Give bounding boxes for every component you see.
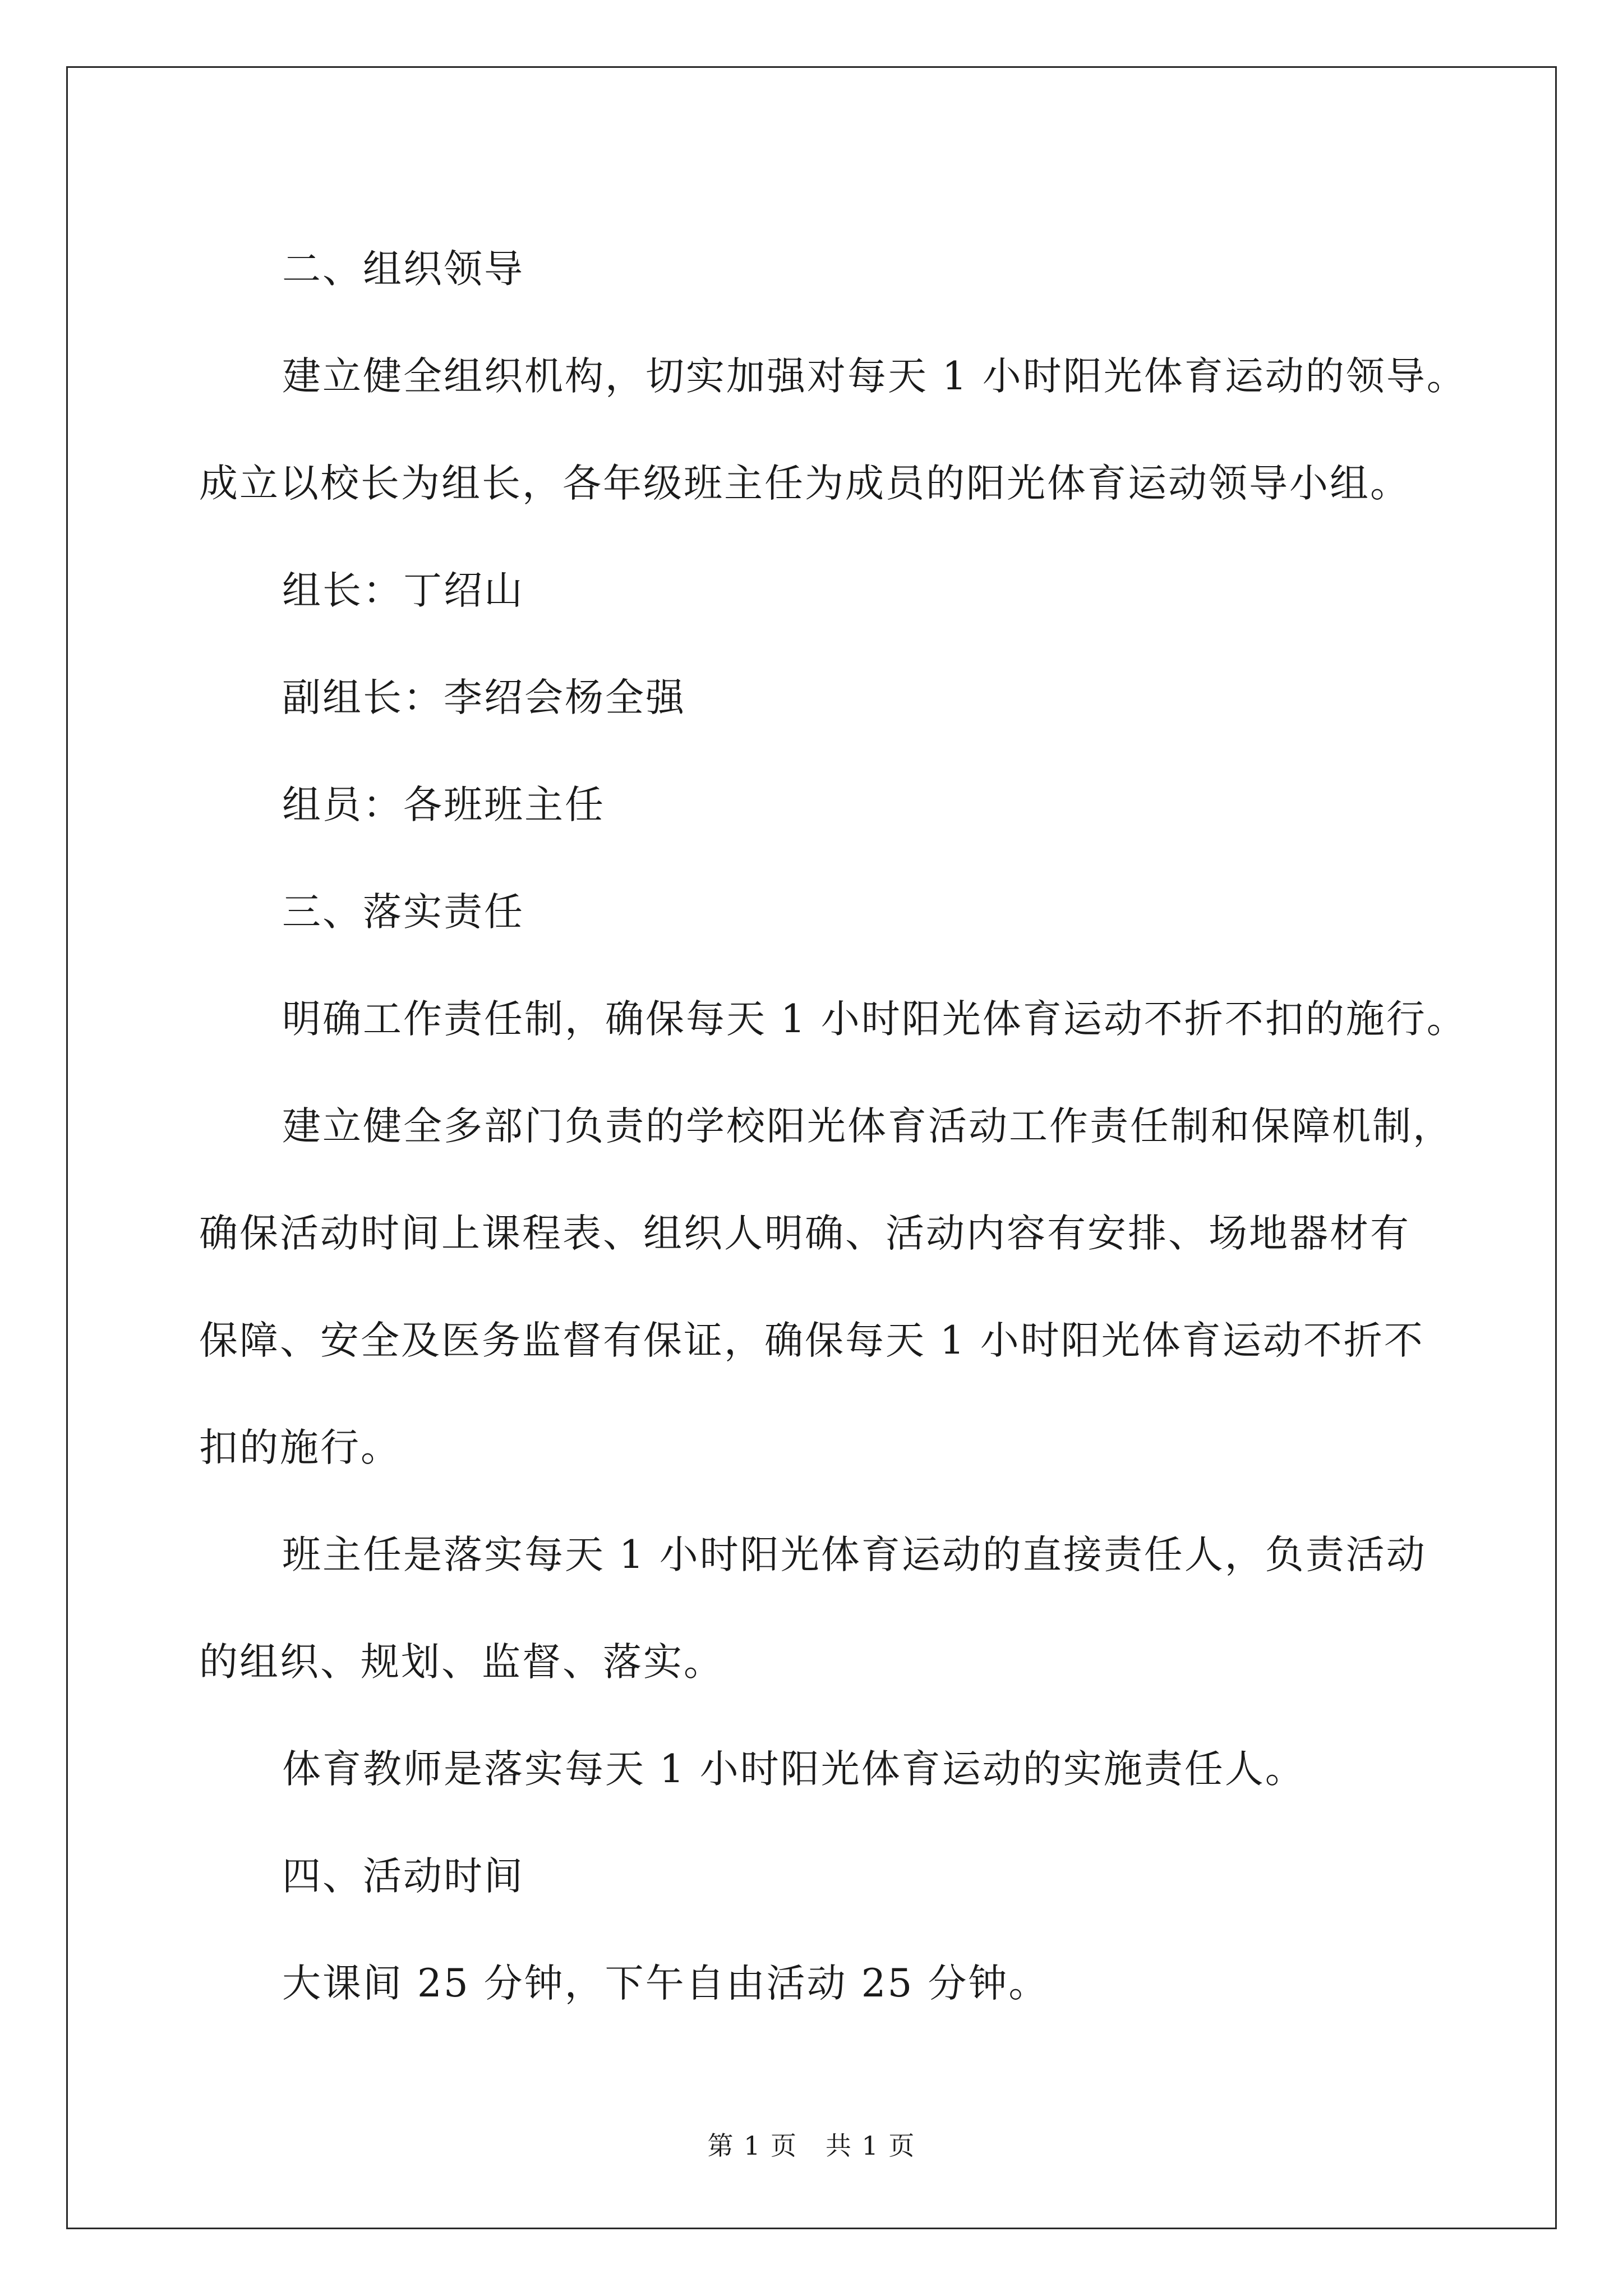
deputy-leader-line: 副组长：李绍会杨全强 — [282, 675, 686, 720]
paragraph-line: 班主任是落实每天 1 小时阳光体育运动的直接责任人，负责活动 — [282, 1533, 1427, 1577]
paragraph-line: 保障、安全及医务监督有保证，确保每天 1 小时阳光体育运动不折不 — [199, 1318, 1424, 1363]
paragraph-line: 的组织、规划、监督、落实。 — [199, 1640, 724, 1685]
section-heading-time: 四、活动时间 — [282, 1854, 524, 1899]
paragraph-line: 确保活动时间上课程表、组织人明确、活动内容有安排、场地器材有 — [199, 1211, 1410, 1256]
paragraph-line: 建立健全组织机构，切实加强对每天 1 小时阳光体育运动的领导。 — [282, 354, 1467, 399]
paragraph-line: 建立健全多部门负责的学校阳光体育活动工作责任制和保障机制， — [282, 1104, 1453, 1149]
paragraph-line: 明确工作责任制，确保每天 1 小时阳光体育运动不折不扣的施行。 — [282, 997, 1467, 1042]
section-heading-organization: 二、组织领导 — [282, 247, 524, 292]
members-line: 组员：各班班主任 — [282, 783, 605, 827]
paragraph-line: 扣的施行。 — [199, 1425, 401, 1470]
page-number-footer: 第 1 页 共 1 页 — [707, 2131, 916, 2161]
document-body — [199, 216, 1467, 2037]
paragraph-line: 成立以校长为组长，各年级班主任为成员的阳光体育运动领导小组。 — [199, 461, 1410, 506]
paragraph-line: 大课间 25 分钟，下午自由活动 25 分钟。 — [282, 1961, 1049, 2006]
section-heading-responsibility: 三、落实责任 — [282, 890, 524, 935]
paragraph-line: 体育教师是落实每天 1 小时阳光体育运动的实施责任人。 — [282, 1747, 1306, 1792]
leader-line: 组长：丁绍山 — [282, 568, 524, 613]
